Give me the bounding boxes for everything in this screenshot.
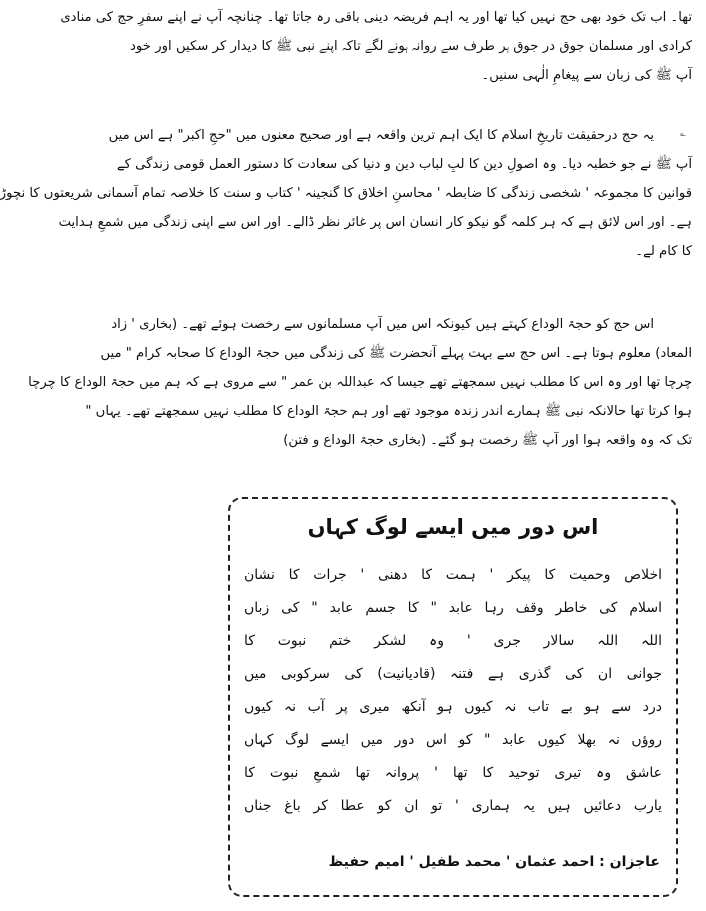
poem-credit: عاجزان : احمد عثمان ' محمد طفیل ' امیم حفیظ: [328, 854, 660, 870]
poem-line: درد سے ہو بے تاب نہ کیوں ہو آنکھ میری پر آب نہ کیوں: [244, 699, 662, 715]
text-line: یہ حج درحقیقت تاریخِ اسلام کا ایک اہم ترین واقعہ ہے اور صحیح معنوں میں "حجِ اکبر" ہے اس میں: [108, 128, 654, 143]
poem-line: اخلاص وحمیت کا پیکر ' ہمت کا دھنی ' جرات کا نشان: [244, 567, 662, 583]
text-line: ہوا کرتا تھا حالانکہ نبی ﷺ ہمارے اندر زندہ موجود تھے اور ہم حجۃ الوداع کا مطلب نہیں سمجھتے تھے۔ یہاں ": [85, 404, 692, 419]
poem-line: عاشق وہ تیری توحید کا تھا ' پروانہ تھا شمعِ نبوت کا: [244, 765, 662, 781]
text-line: قوانین کا مجموعہ ' شخصی زندگی کا ضابطہ ' محاسنِ اخلاق کا گنجینہ ' کتاب و سنت کا خلاصہ تمام آسمانی شریعتوں کا نچوڑ: [0, 186, 692, 201]
text-line: آپ ﷺ نے جو خطبہ دیا۔ وہ اصولِ دین کا لبِ لباب دین و دنیا کی سعادت کا دستور العمل قومی زندگی کے: [116, 157, 692, 172]
margin-mark: ؎: [680, 128, 686, 139]
poem-box: [228, 497, 678, 897]
poem-line: اللہ اللہ سالار جری ' وہ لشکر ختم نبوت کا: [244, 633, 662, 649]
poem-line: جوانی ان کی گذری ہے فتنہ (قادیانیت) کی سرکوبی میں: [244, 666, 662, 682]
text-line: کا کام لے۔: [635, 244, 692, 259]
paragraph-hajj-akbar: [0, 121, 692, 266]
text-line: تک کہ وہ واقعہ ہوا اور آپ ﷺ رخصت ہو گئے۔ (بخاری حجۃ الوداع و فتن): [283, 433, 692, 448]
text-line: تھا۔ اب تک خود بھی حج نہیں کیا تھا اور یہ اہم فریضہ دینی باقی رہ جاتا تھا۔ چنانچہ آپ نے اپنے سفرِ حج کی منادی: [60, 10, 692, 25]
text-line: ہے۔ اور اس لائق ہے کہ ہر کلمہ گو نیکو کار انسان اس پر غائر نظر ڈالے۔ اور اس سے اپنی زندگی میں شمعِ ہدایت: [58, 215, 692, 230]
poem-line: روؤں نہ بھلا کیوں عابد " کو اس دور میں ایسے لوگ کہاں: [244, 732, 662, 748]
text-line: کرادی اور مسلمان جوق در جوق ہر طرف سے روانہ ہونے لگے تاکہ اپنے نبی ﷺ کا دیدار کر سکیں اور خود: [130, 39, 692, 54]
poem-title: اس دور میں ایسے لوگ کہاں: [307, 515, 599, 539]
poem-line: یارب دعائیں ہیں یہ ہماری ' تو ان کو عطا کر باغ جناں: [244, 798, 662, 814]
text-line: آپ ﷺ کی زبان سے پیغامِ الٰہی سنیں۔: [481, 68, 692, 83]
text-line: اس حج کو حجۃ الوداع کہتے ہیں کیونکہ اس میں آپ مسلمانوں سے رخصت ہوئے تھے۔ (بخاری ' زاد: [111, 317, 654, 332]
paragraph-hajj-announcement: [60, 3, 692, 90]
poem-line: اسلام کی خاطر وقف رہا عابد " کا جسم عابد " کی زباں: [244, 600, 662, 616]
paragraph-hajjat-ul-wida: [28, 310, 692, 455]
poem-verses: [244, 559, 662, 823]
text-line: چرچا تھا اور وہ اس کا مطلب نہیں سمجھتے تھے جیسا کہ عبداللہ بن عمر " سے مروی ہے کہ ہم میں حجۃ الوداع کا چرچا: [28, 375, 692, 390]
text-line: المعاد) معلوم ہوتا ہے۔ اس حج سے بہت پہلے آنحضرت ﷺ کی زندگی میں حجۃ الوداع کا صحابہ کرام " میں: [100, 346, 692, 361]
